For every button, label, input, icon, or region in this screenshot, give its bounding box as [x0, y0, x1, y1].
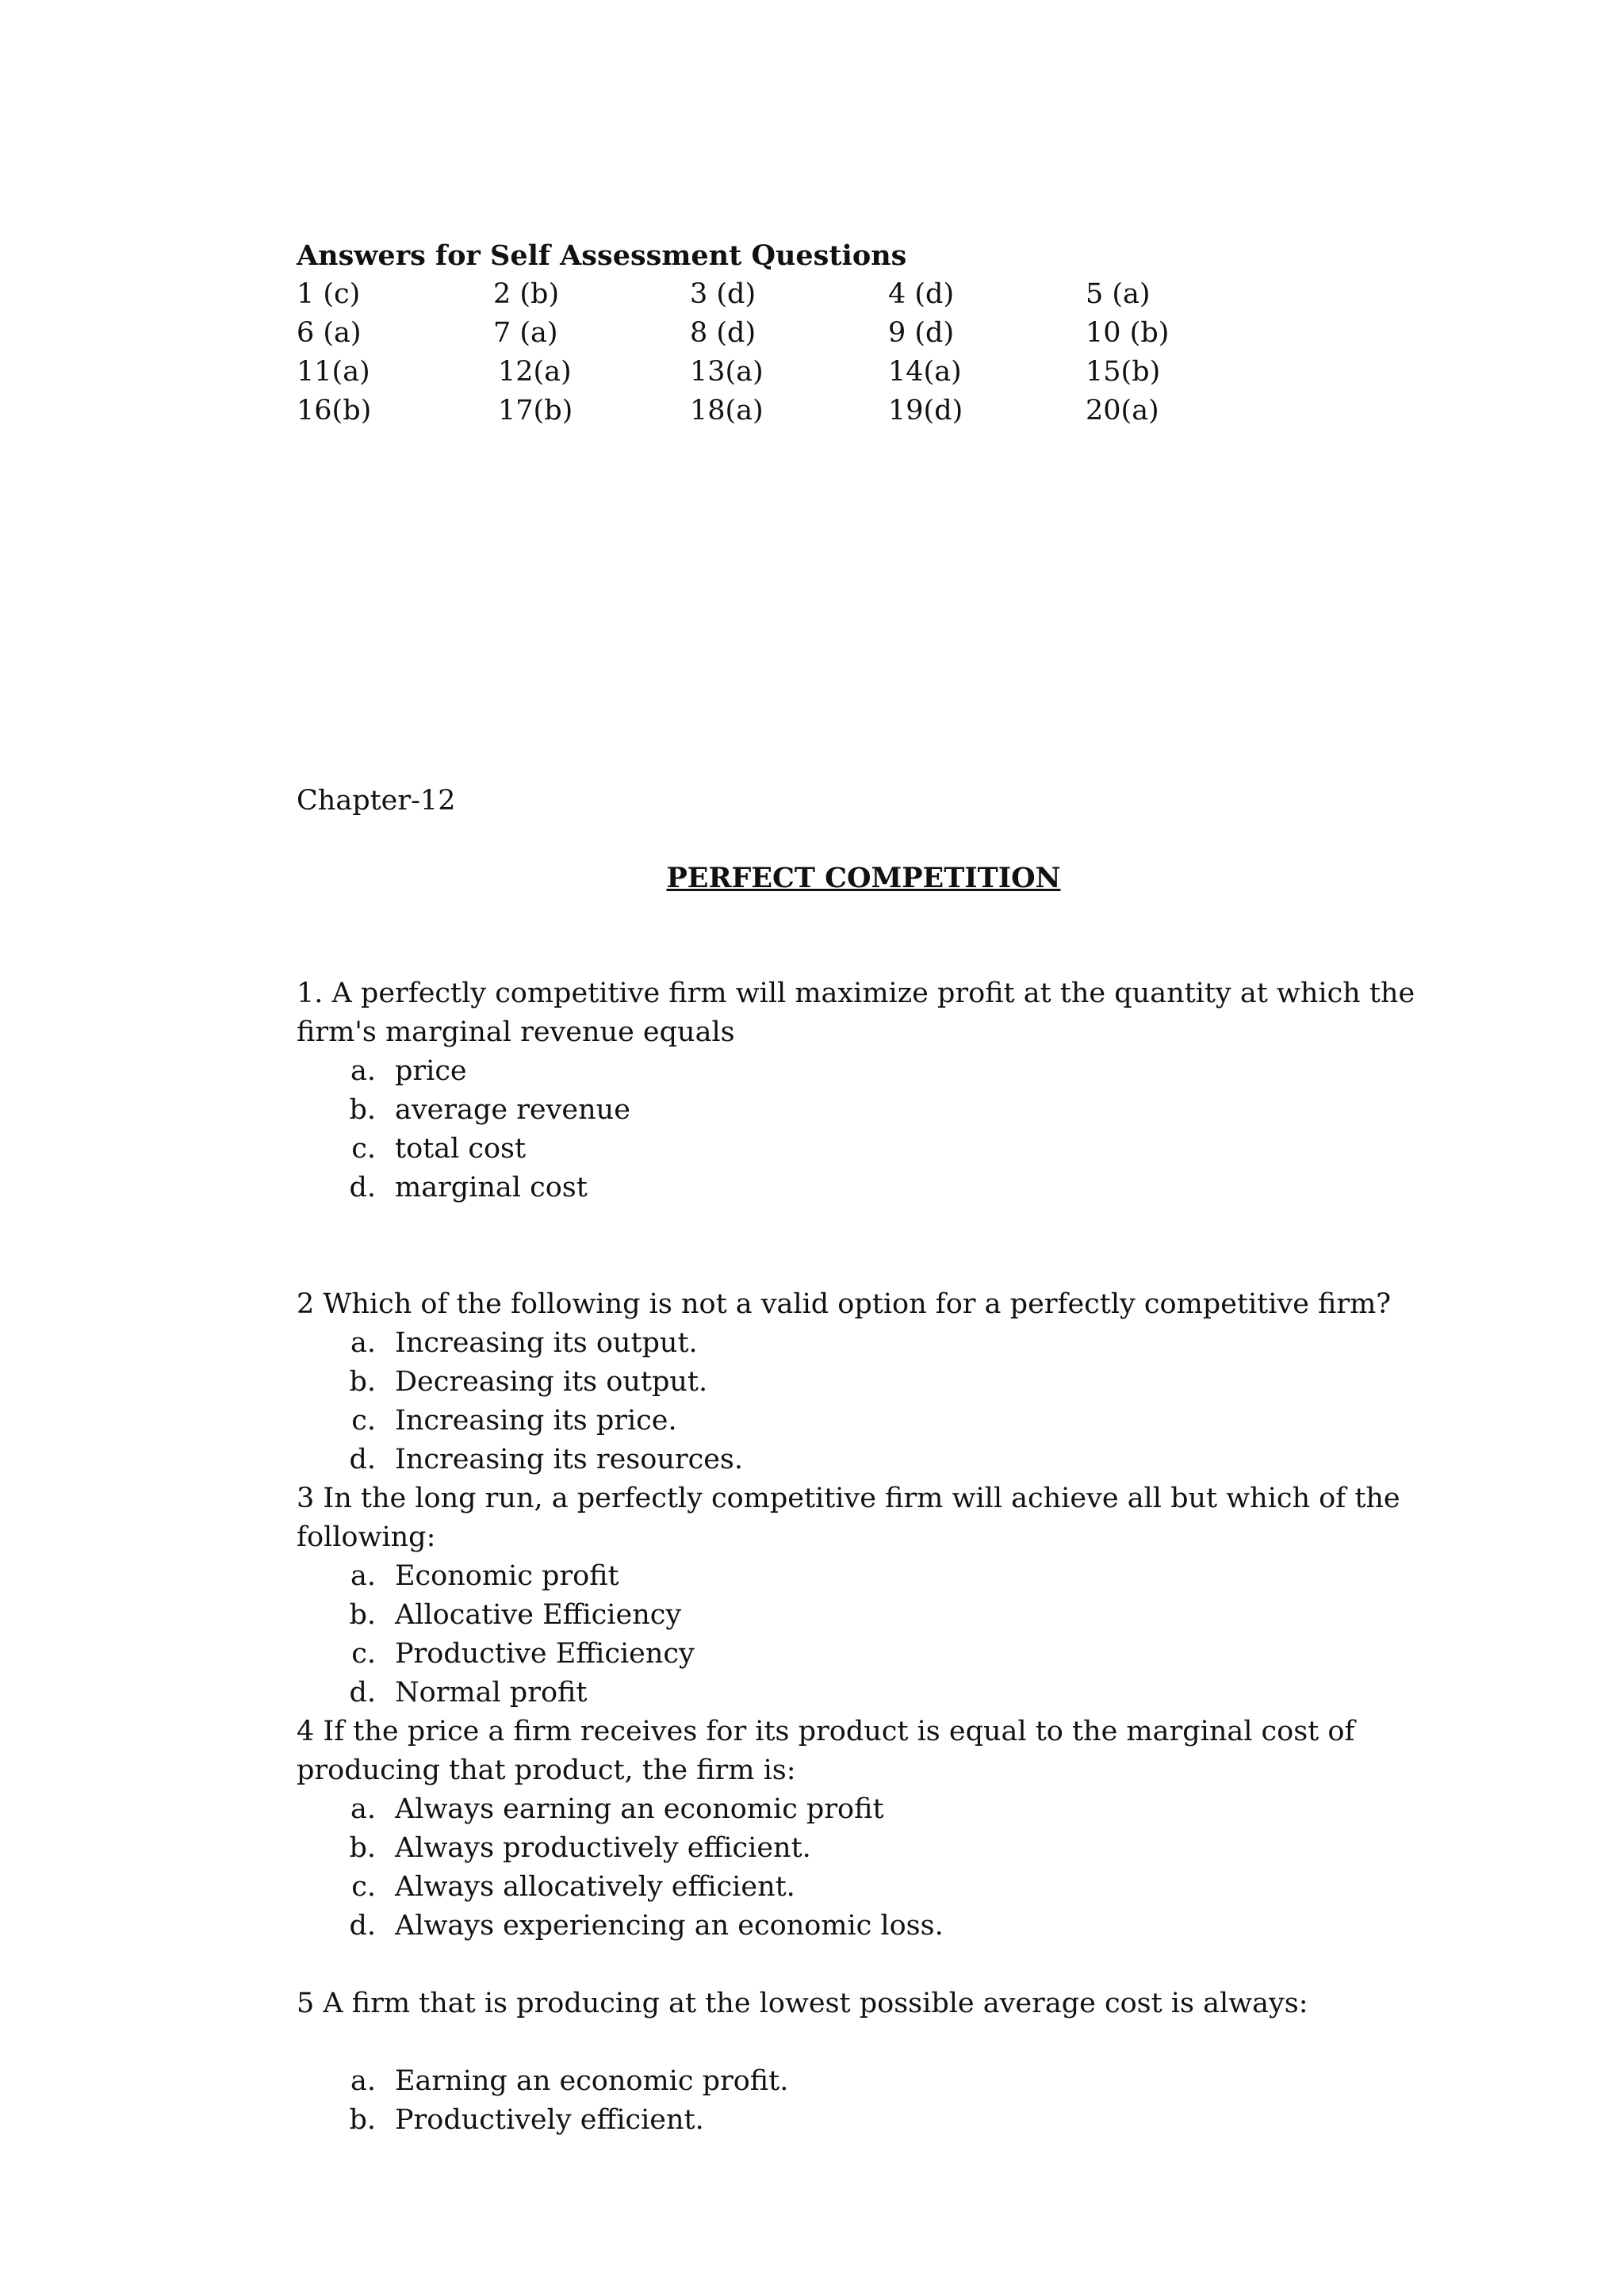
option-text: Economic profit: [395, 1560, 619, 1592]
option-text: Productive Efficiency: [395, 1638, 695, 1670]
answer-cell: 6 (a): [297, 317, 362, 349]
answer-cell: 18(a): [690, 395, 764, 427]
option-letter: b.: [349, 2104, 376, 2136]
option-text: Increasing its output.: [395, 1327, 698, 1359]
question-3: [297, 1479, 1454, 1712]
answers-row: [297, 314, 1327, 353]
option-text: Increasing its resources.: [395, 1444, 744, 1475]
option-text: Allocative Efficiency: [395, 1599, 682, 1631]
option-text: average revenue: [395, 1094, 630, 1126]
answers-row: [297, 392, 1327, 430]
option-list: [297, 1557, 1454, 1712]
answer-cell: 12(a): [498, 356, 572, 388]
option-list: [297, 1052, 1454, 1207]
option-item: [297, 1635, 1454, 1674]
question-list: [297, 974, 1454, 2140]
option-letter: d.: [349, 1172, 376, 1203]
option-item: [297, 1441, 1454, 1479]
option-list: [297, 2062, 1454, 2140]
option-item: [297, 1324, 1454, 1363]
option-item: [297, 1790, 1454, 1829]
option-letter: c.: [351, 1405, 376, 1437]
option-text: Earning an economic profit.: [395, 2065, 789, 2097]
chapter-title: PERFECT COMPETITION: [666, 862, 1061, 894]
question-2: [297, 1285, 1454, 1479]
option-item: [297, 1674, 1454, 1712]
option-text: Increasing its price.: [395, 1405, 677, 1437]
chapter-label: Chapter-12: [297, 785, 456, 817]
spacer: [297, 2023, 1454, 2062]
option-letter: b.: [349, 1599, 376, 1631]
answer-cell: 11(a): [297, 356, 370, 388]
option-text: total cost: [395, 1133, 527, 1165]
answer-cell: 9 (d): [888, 317, 955, 349]
option-list: [297, 1324, 1454, 1479]
question-text: 2 Which of the following is not a valid option for a perfectly competitive firm?: [297, 1288, 1392, 1320]
answer-cell: 19(d): [888, 395, 963, 427]
question-text: 5 A firm that is producing at the lowest possible average cost is always:: [297, 1988, 1308, 2019]
option-item: [297, 1402, 1454, 1441]
spacer: [297, 1946, 1454, 1984]
answer-cell: 2 (b): [493, 278, 560, 310]
option-item: [297, 2101, 1454, 2140]
option-item: [297, 1907, 1454, 1946]
answer-cell: 16(b): [297, 395, 372, 427]
answer-cell: 13(a): [690, 356, 764, 388]
question-5: [297, 1984, 1454, 2140]
option-letter: b.: [349, 1832, 376, 1864]
question-4: [297, 1712, 1454, 1946]
question-text: 4 If the price a firm receives for its product is equal to the marginal cost of producing that product, the firm is:: [297, 1716, 1355, 1786]
answer-cell: 5 (a): [1086, 278, 1151, 310]
answer-cell: 3 (d): [690, 278, 756, 310]
option-item: [297, 1557, 1454, 1596]
answer-cell: 7 (a): [493, 317, 558, 349]
option-item: [297, 2062, 1454, 2101]
answer-cell: 8 (d): [690, 317, 756, 349]
answer-cell: 1 (c): [297, 278, 361, 310]
answers-heading: Answers for Self Assessment Questions: [297, 239, 907, 272]
answer-cell: 4 (d): [888, 278, 955, 310]
option-list: [297, 1790, 1454, 1946]
option-letter: d.: [349, 1677, 376, 1709]
option-letter: b.: [349, 1366, 376, 1398]
option-letter: a.: [350, 1327, 376, 1359]
option-item: [297, 1596, 1454, 1635]
answer-cell: 20(a): [1086, 395, 1159, 427]
option-text: Normal profit: [395, 1677, 588, 1709]
question-text: 3 In the long run, a perfectly competitive firm will achieve all but which of the following:: [297, 1483, 1400, 1553]
answer-cell: 15(b): [1086, 356, 1161, 388]
option-letter: a.: [350, 1560, 376, 1592]
option-letter: b.: [349, 1094, 376, 1126]
option-item: [297, 1091, 1454, 1130]
option-item: [297, 1169, 1454, 1207]
option-text: Productively efficient.: [395, 2104, 704, 2136]
answers-row: [297, 353, 1327, 392]
option-item: [297, 1829, 1454, 1868]
option-text: Always productively efficient.: [395, 1832, 811, 1864]
spacer: [297, 1207, 1454, 1285]
option-item: [297, 1363, 1454, 1402]
answer-cell: 17(b): [498, 395, 573, 427]
answers-row: [297, 275, 1327, 314]
option-letter: a.: [350, 2065, 376, 2097]
option-item: [297, 1130, 1454, 1169]
option-letter: a.: [350, 1055, 376, 1087]
option-letter: d.: [349, 1444, 376, 1475]
option-text: Always experiencing an economic loss.: [395, 1910, 944, 1942]
answer-cell: 10 (b): [1086, 317, 1170, 349]
option-letter: c.: [351, 1638, 376, 1670]
option-letter: c.: [351, 1133, 376, 1165]
option-text: marginal cost: [395, 1172, 588, 1203]
option-letter: a.: [350, 1793, 376, 1825]
question-1: [297, 974, 1454, 1207]
option-text: price: [395, 1055, 467, 1087]
option-item: [297, 1868, 1454, 1907]
option-text: Always allocatively efficient.: [395, 1871, 795, 1903]
option-item: [297, 1052, 1454, 1091]
option-text: Always earning an economic profit: [395, 1793, 884, 1825]
question-text: 1. A perfectly competitive firm will maximize profit at the quantity at which the firm's marginal revenue equals: [297, 978, 1415, 1048]
answer-cell: 14(a): [888, 356, 962, 388]
option-text: Decreasing its output.: [395, 1366, 708, 1398]
option-letter: c.: [351, 1871, 376, 1903]
answers-grid: [297, 275, 1327, 430]
option-letter: d.: [349, 1910, 376, 1942]
